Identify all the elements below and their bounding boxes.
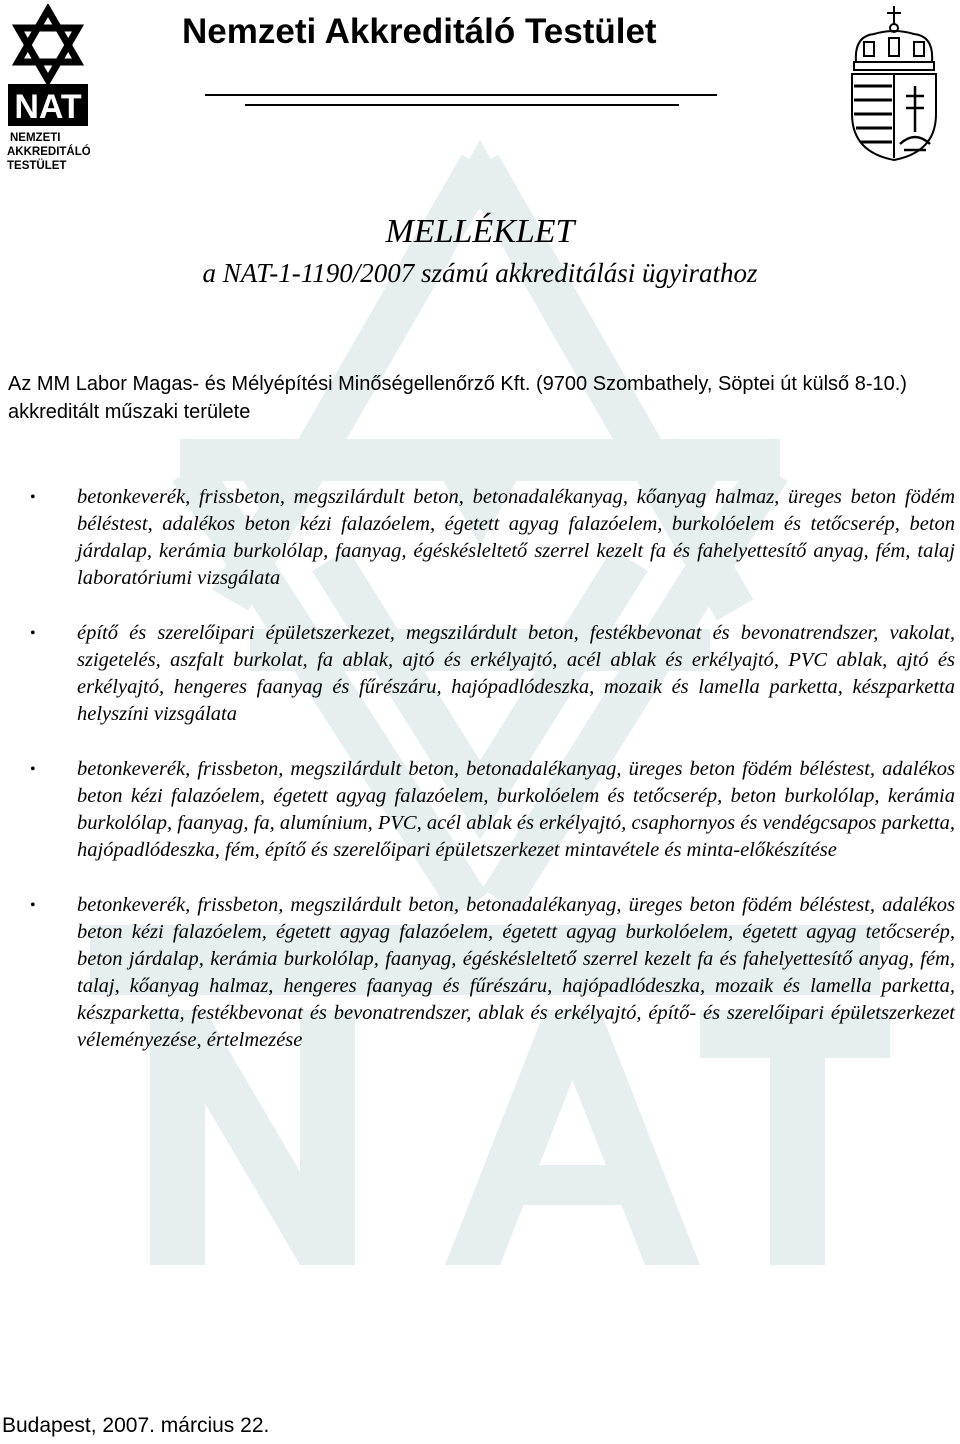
scope-item-text: betonkeverék, frissbeton, megszilárdult beton, betonadalékanyag, üreges beton födém béléstest, adalékos beton kézi falazóelem, égetett agyag falazóelem, égetett agyag burkolóelem, égetett agyag tetőcserép, beton járdalap, kerámia burkolólap, faanyag, égéskésleltető szerrel kezelt fa és fahelyettesítő anyag, fém, talaj, kőanyag halmaz, hengeres faanyag és fűrészáru, hajópadlódeszka, mozaik és lamella parketta, készparketta, festékbevonat és bevonatrendszer, ablak és erkélyajtó, építő- és szerelőipari épületszerkezet véleményezése, értelmezése: [77, 894, 955, 1051]
list-item: [30, 484, 955, 592]
scope-list: [30, 484, 955, 1082]
title-underline: [245, 104, 679, 106]
logo-name-line: TESTÜLET: [7, 160, 67, 172]
bullet-icon: •: [30, 489, 36, 506]
bullet-icon: •: [30, 897, 36, 914]
coat-of-arms: [840, 4, 948, 164]
scope-item-text: építő és szerelőipari épületszerkezet, megszilárdult beton, festékbevonat és bevonatrendszer, vakolat, szigetelés, aszfalt burkolat, fa ablak, ajtó és erkélyajtó, acél ablak és erkélyajtó, PVC ablak, ajtó és erkélyajtó, hengeres faanyag és fűrészáru, hajópadlódeszka, mozaik és lamella parketta, készparketta helyszíni vizsgálata: [77, 622, 955, 725]
place-date: Budapest, 2007. március 22.: [2, 1414, 270, 1437]
logo-acronym: NAT: [14, 88, 82, 126]
hungarian-coat-of-arms-icon: [840, 4, 948, 164]
logo-name-line: AKKREDITÁLÓ: [7, 146, 90, 158]
annex-subheading: a NAT-1-1190/2007 számú akkreditálási ügyirathoz: [202, 258, 758, 288]
intro-paragraph: Az MM Labor Magas- és Mélyépítési Minőségellenőrző Kft. (9700 Szombathely, Söptei út külső 8-10.) akkreditált műszaki területe: [8, 373, 907, 423]
organization-title: Nemzeti Akkreditáló Testület: [182, 12, 657, 51]
bullet-icon: •: [30, 625, 36, 642]
list-item: [30, 892, 955, 1054]
list-item: [30, 756, 955, 864]
scope-item-text: betonkeverék, frissbeton, megszilárdult beton, betonadalékanyag, kőanyag halmaz, üreges beton födém béléstest, adalékos beton kézi falazóelem, égetett agyag falazóelem, burkolóelem és tetőcserép, beton járdalap, kerámia burkolólap, faanyag, égéskésleltető szerrel kezelt fa és fahelyettesítő anyag, fém, talaj laboratóriumi vizsgálata: [77, 486, 955, 589]
title-underline: [205, 94, 717, 96]
nat-logo: [6, 4, 90, 176]
scope-item-text: betonkeverék, frissbeton, megszilárdult beton, betonadalékanyag, üreges beton födém béléstest, adalékos beton kézi falazóelem, égetett agyag falazóelem, burkolóelem és tetőcserép, beton burkolólap, kerámia burkolólap, faanyag, fa, alumínium, PVC, acél ablak és erkélyajtó, csaphornyos és vendégcsapos parketta, hajópadlódeszka, fém, építő és szerelőipari épületszerkezet mintavétele és minta-előkészítése: [77, 758, 955, 861]
nat-star-logo-icon: [6, 4, 90, 176]
logo-name-line: NEMZETI: [10, 132, 61, 144]
annex-heading: MELLÉKLET: [385, 213, 575, 250]
list-item: [30, 620, 955, 728]
bullet-icon: •: [30, 761, 36, 778]
